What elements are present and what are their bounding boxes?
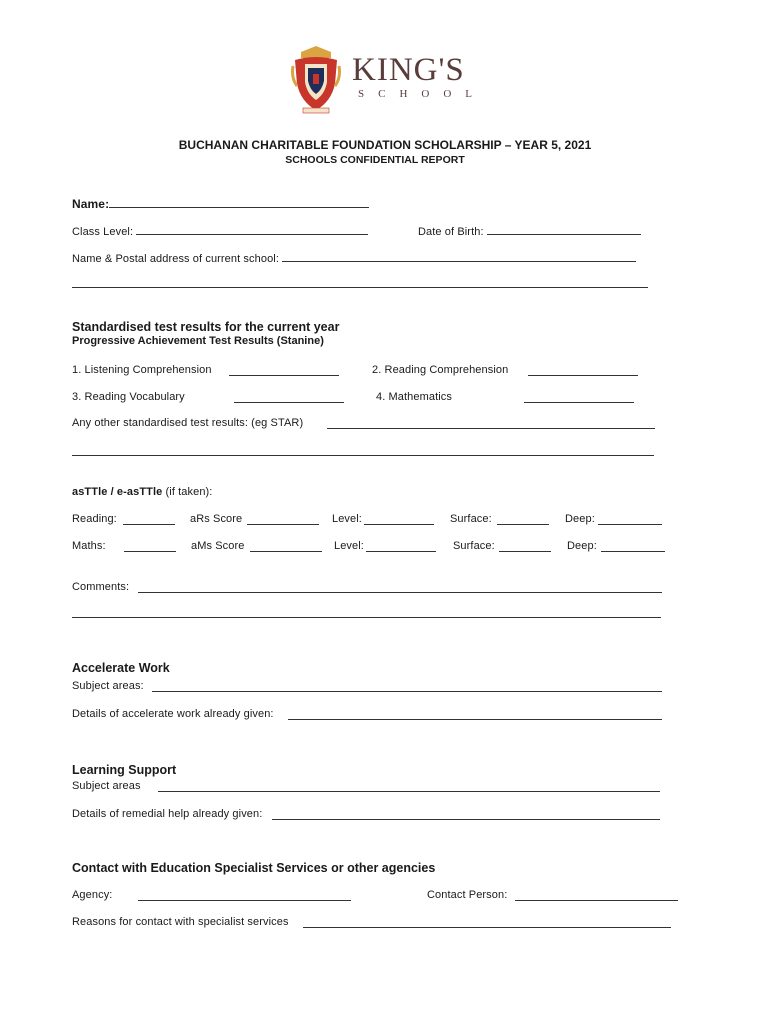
pat-item-vocabulary bbox=[72, 391, 185, 403]
accelerate-details-field[interactable] bbox=[288, 710, 662, 720]
reasons-field[interactable] bbox=[303, 918, 671, 928]
class-level-field[interactable] bbox=[136, 225, 368, 235]
comments-field-2[interactable] bbox=[72, 608, 661, 618]
school-wordmark bbox=[352, 54, 486, 101]
accelerate-subject-label: Subject areas: bbox=[72, 680, 144, 692]
comments-field[interactable] bbox=[138, 583, 662, 593]
maths-level-label: Level: bbox=[334, 540, 364, 552]
pat-item-label: 3. Reading Vocabulary bbox=[72, 391, 185, 403]
ars-score-label: aRs Score bbox=[190, 513, 243, 525]
vocabulary-field[interactable] bbox=[234, 393, 344, 403]
standardised-title: Standardised test results for the current year bbox=[72, 320, 340, 334]
learning-subject-label: Subject areas bbox=[72, 780, 141, 792]
listening-field[interactable] bbox=[229, 366, 339, 376]
school-crest-logo bbox=[291, 44, 341, 116]
form-subtitle: SCHOOLS CONFIDENTIAL REPORT bbox=[285, 154, 465, 166]
pat-item-label: 1. Listening Comprehension bbox=[72, 364, 212, 376]
name-label: Name: bbox=[72, 197, 110, 211]
reading-deep-label: Deep: bbox=[565, 513, 595, 525]
pat-item-mathematics bbox=[376, 391, 452, 403]
class-level-label: Class Level: bbox=[72, 226, 134, 238]
asttle-title: asTTle / e-asTTle bbox=[72, 486, 163, 498]
school-address-field[interactable] bbox=[282, 252, 636, 262]
agency-label: Agency: bbox=[72, 889, 113, 901]
school-address-label: Name & Postal address of current school: bbox=[72, 253, 279, 265]
school-address-row bbox=[72, 252, 636, 265]
agency-field[interactable] bbox=[138, 891, 351, 901]
name-field[interactable] bbox=[109, 198, 369, 208]
ams-score-field[interactable] bbox=[250, 542, 322, 552]
mathematics-field[interactable] bbox=[524, 393, 634, 403]
contact-person-field[interactable] bbox=[515, 891, 678, 901]
reasons-label: Reasons for contact with specialist services bbox=[72, 916, 289, 928]
ams-score-label: aMs Score bbox=[191, 540, 245, 552]
contact-title: Contact with Education Specialist Services or other agencies bbox=[72, 861, 436, 875]
maths-surface-label: Surface: bbox=[453, 540, 495, 552]
asttle-note: (if taken): bbox=[165, 486, 213, 498]
maths-level-field[interactable] bbox=[366, 542, 436, 552]
accelerate-subject-field[interactable] bbox=[152, 682, 662, 692]
class-level-row bbox=[72, 225, 368, 238]
other-tests-row bbox=[72, 417, 303, 429]
other-tests-field-2[interactable] bbox=[72, 446, 654, 456]
dob-row bbox=[418, 225, 641, 238]
contact-person-label: Contact Person: bbox=[427, 889, 508, 901]
asttle-maths-label: Maths: bbox=[72, 540, 106, 552]
reading-comp-field[interactable] bbox=[528, 366, 638, 376]
dob-field[interactable] bbox=[487, 225, 641, 235]
remedial-details-label: Details of remedial help already given: bbox=[72, 808, 263, 820]
asttle-maths-field[interactable] bbox=[124, 542, 176, 552]
brand-name: KING'S bbox=[352, 52, 465, 88]
pat-item-reading-comp bbox=[372, 364, 508, 376]
ars-score-field[interactable] bbox=[247, 515, 319, 525]
pat-subtitle: Progressive Achievement Test Results (Stanine) bbox=[72, 335, 324, 347]
remedial-details-field[interactable] bbox=[272, 810, 660, 820]
learning-support-title: Learning Support bbox=[72, 763, 177, 777]
reading-level-label: Level: bbox=[332, 513, 362, 525]
brand-subtitle: SCHOOL bbox=[358, 88, 487, 100]
pat-item-label: 4. Mathematics bbox=[376, 391, 452, 403]
other-tests-label: Any other standardised test results: (eg STAR) bbox=[72, 417, 304, 429]
name-row bbox=[72, 197, 369, 211]
dob-label: Date of Birth: bbox=[418, 226, 484, 238]
form-title: BUCHANAN CHARITABLE FOUNDATION SCHOLARSHIP – YEAR 5, 2021 bbox=[178, 138, 592, 152]
asttle-heading bbox=[72, 486, 212, 498]
reading-deep-field[interactable] bbox=[598, 515, 662, 525]
accelerate-title: Accelerate Work bbox=[72, 661, 170, 675]
maths-surface-field[interactable] bbox=[499, 542, 551, 552]
accelerate-details-label: Details of accelerate work already given: bbox=[72, 708, 274, 720]
reading-surface-label: Surface: bbox=[450, 513, 492, 525]
asttle-reading-field[interactable] bbox=[123, 515, 175, 525]
other-tests-field[interactable] bbox=[327, 419, 655, 429]
school-address-field-2[interactable] bbox=[72, 278, 648, 288]
learning-subject-field[interactable] bbox=[158, 782, 660, 792]
comments-label: Comments: bbox=[72, 581, 130, 593]
pat-item-listening bbox=[72, 364, 212, 376]
pat-item-label: 2. Reading Comprehension bbox=[372, 364, 509, 376]
maths-deep-field[interactable] bbox=[601, 542, 665, 552]
reading-surface-field[interactable] bbox=[497, 515, 549, 525]
asttle-reading-label: Reading: bbox=[72, 513, 117, 525]
maths-deep-label: Deep: bbox=[567, 540, 597, 552]
reading-level-field[interactable] bbox=[364, 515, 434, 525]
